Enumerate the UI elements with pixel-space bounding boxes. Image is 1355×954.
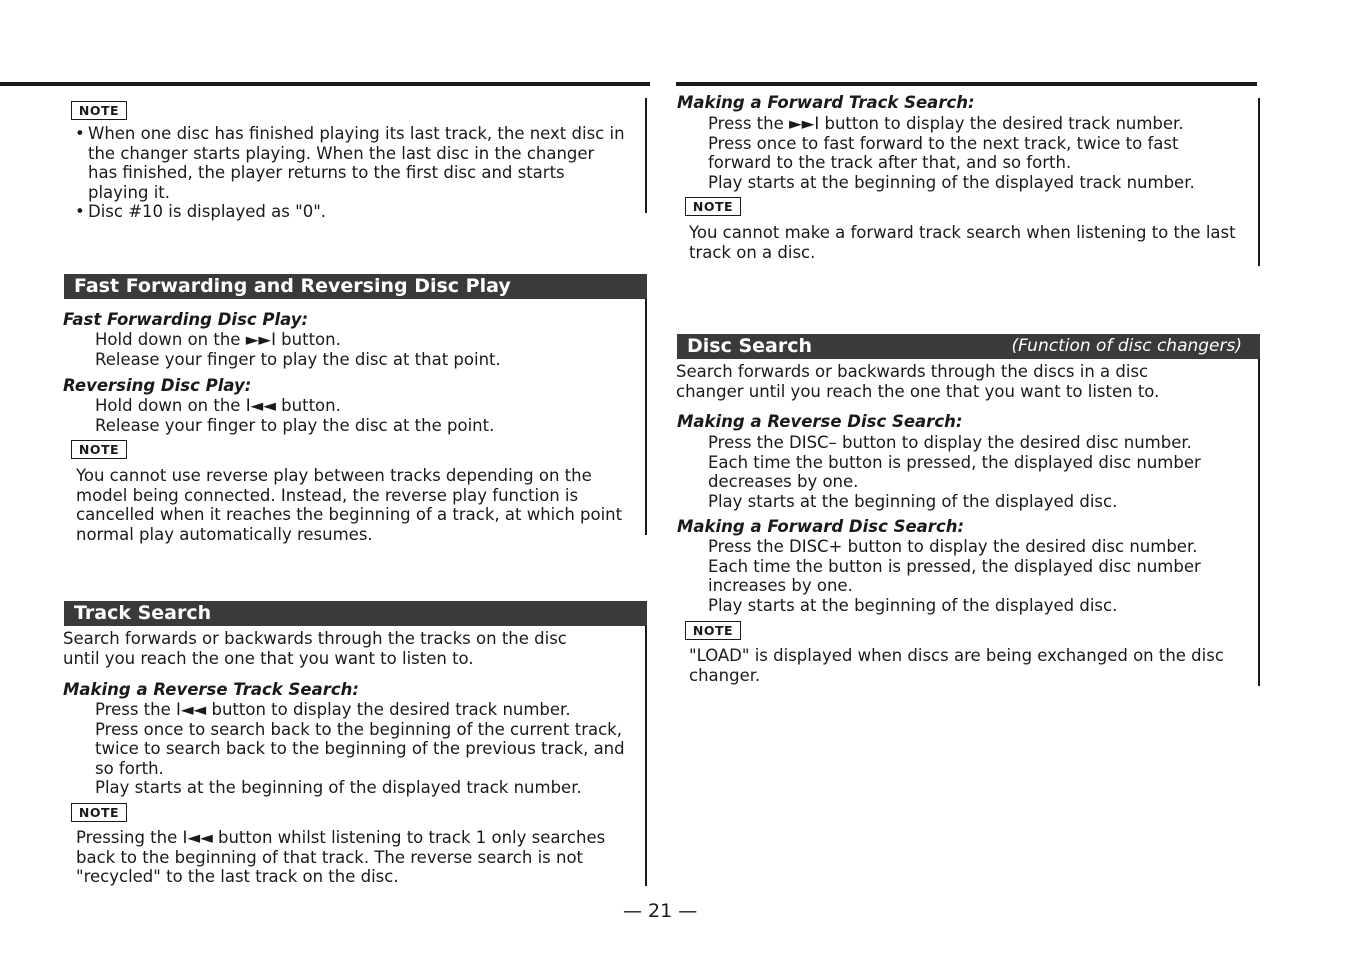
subheading-forward-disc: Making a Forward Disc Search: bbox=[677, 517, 965, 536]
note-tag: NOTE bbox=[685, 197, 741, 216]
note-tag: NOTE bbox=[71, 440, 127, 459]
column-divider-right-upper bbox=[1258, 98, 1260, 266]
instruction-line: Each time the button is pressed, the displayed disc number bbox=[708, 452, 1201, 472]
instruction-line: increases by one. bbox=[708, 576, 853, 595]
instruction-line: Press the ►►I button to display the desired track number. bbox=[708, 114, 1184, 133]
instruction-block bbox=[708, 114, 1195, 192]
instruction-block bbox=[708, 537, 1201, 615]
section-subtitle: (Function of disc changers) bbox=[1011, 336, 1242, 356]
note-tag: NOTE bbox=[685, 621, 741, 640]
instruction-line: Play starts at the beginning of the displayed track number. bbox=[708, 172, 1195, 192]
subheading-reverse: Reversing Disc Play: bbox=[63, 376, 252, 395]
instruction-line: decreases by one. bbox=[708, 472, 859, 491]
section-header-rule bbox=[64, 297, 647, 299]
section-title: Disc Search bbox=[687, 335, 813, 357]
note-text bbox=[76, 466, 622, 544]
instruction-block bbox=[708, 433, 1201, 511]
section-intro bbox=[676, 362, 1159, 401]
note-line: You cannot use reverse play between tracks depending on the bbox=[76, 466, 592, 485]
instruction-line: Hold down on the I◄◄ button. bbox=[95, 396, 341, 415]
intro-line: Search forwards or backwards through the tracks on the disc bbox=[63, 629, 567, 648]
subheading-fast-forward: Fast Forwarding Disc Play: bbox=[63, 310, 309, 329]
instruction-line: twice to search back to the beginning of the previous track, and bbox=[95, 739, 625, 758]
top-rule-right bbox=[676, 82, 1257, 86]
note-line: "recycled" to the last track on the disc. bbox=[76, 867, 399, 886]
instruction-line: Press the DISC– button to display the desired disc number. bbox=[708, 433, 1192, 452]
column-divider-left-mid bbox=[645, 275, 647, 535]
bullet-line: When one disc has finished playing its last track, the next disc in bbox=[88, 124, 625, 143]
section-header-disc-search bbox=[677, 334, 1260, 358]
section-title: Fast Forwarding and Reversing Disc Play bbox=[74, 275, 511, 297]
note-text bbox=[689, 646, 1224, 685]
subheading-reverse-disc: Making a Reverse Disc Search: bbox=[677, 412, 963, 431]
instruction-block bbox=[95, 700, 625, 798]
instruction-line: Press once to fast forward to the next track, twice to fast bbox=[708, 133, 1179, 153]
instruction-line: Press once to search back to the beginning of the current track, bbox=[95, 719, 622, 739]
column-divider-right-lower bbox=[1258, 335, 1260, 686]
section-header-track-search bbox=[64, 601, 647, 625]
bullet-line: playing it. bbox=[88, 182, 170, 202]
note-line: model being connected. Instead, the reverse play function is bbox=[76, 485, 579, 505]
note-line: cancelled when it reaches the beginning of a track, at which point bbox=[76, 505, 623, 524]
note-text bbox=[76, 828, 605, 887]
instruction-line: Play starts at the beginning of the displayed disc. bbox=[708, 491, 1118, 511]
subheading-reverse-track: Making a Reverse Track Search: bbox=[63, 680, 359, 699]
note-tag: NOTE bbox=[71, 101, 127, 120]
instruction-block bbox=[95, 330, 501, 369]
bullet-line: has finished, the player returns to the first disc and starts bbox=[88, 163, 565, 182]
page-number: — 21 — bbox=[623, 900, 698, 922]
intro-line: Search forwards or backwards through the discs in a disc bbox=[676, 362, 1149, 381]
note-line: track on a disc. bbox=[689, 242, 816, 262]
instruction-line: Release your finger to play the disc at that point. bbox=[95, 349, 501, 369]
intro-line: changer until you reach the one that you want to listen to. bbox=[676, 381, 1160, 401]
subheading-forward-track: Making a Forward Track Search: bbox=[677, 93, 975, 112]
instruction-line: so forth. bbox=[95, 758, 164, 778]
bullet-line: Disc #10 is displayed as "0". bbox=[88, 202, 327, 221]
instruction-line: forward to the track after that, and so forth. bbox=[708, 153, 1072, 172]
note-line: "LOAD" is displayed when discs are being exchanged on the disc bbox=[689, 646, 1224, 665]
note-line: You cannot make a forward track search when listening to the last bbox=[689, 223, 1236, 242]
note-line: back to the beginning of that track. The reverse search is not bbox=[76, 847, 584, 867]
instruction-line: Press the DISC+ button to display the desired disc number. bbox=[708, 537, 1198, 556]
column-divider-left-lower bbox=[645, 602, 647, 886]
section-intro bbox=[63, 629, 567, 668]
instruction-line: Each time the button is pressed, the displayed disc number bbox=[708, 556, 1201, 576]
instruction-line: Press the I◄◄ button to display the desired track number. bbox=[95, 700, 571, 719]
section-header-rule bbox=[677, 357, 1260, 359]
bullet-line: the changer starts playing. When the last disc in the changer bbox=[88, 143, 595, 163]
instruction-line: Hold down on the ►►I button. bbox=[95, 330, 341, 349]
instruction-line: Release your finger to play the disc at the point. bbox=[95, 415, 495, 435]
section-header-rule bbox=[64, 624, 647, 626]
section-header-fast-forward bbox=[64, 274, 647, 298]
instruction-line: Play starts at the beginning of the displayed track number. bbox=[95, 778, 582, 797]
note-line: normal play automatically resumes. bbox=[76, 524, 373, 544]
column-divider-left-upper bbox=[645, 98, 647, 213]
instruction-line: Play starts at the beginning of the displayed disc. bbox=[708, 595, 1118, 615]
section-title: Track Search bbox=[74, 602, 212, 624]
instruction-block bbox=[95, 396, 494, 435]
note-line: changer. bbox=[689, 665, 761, 685]
top-rule-left bbox=[0, 82, 650, 86]
note-tag: NOTE bbox=[71, 803, 127, 822]
note-text bbox=[689, 223, 1236, 262]
intro-line: until you reach the one that you want to listen to. bbox=[63, 648, 474, 668]
note-line: Pressing the I◄◄ button whilst listening to track 1 only searches bbox=[76, 828, 606, 847]
